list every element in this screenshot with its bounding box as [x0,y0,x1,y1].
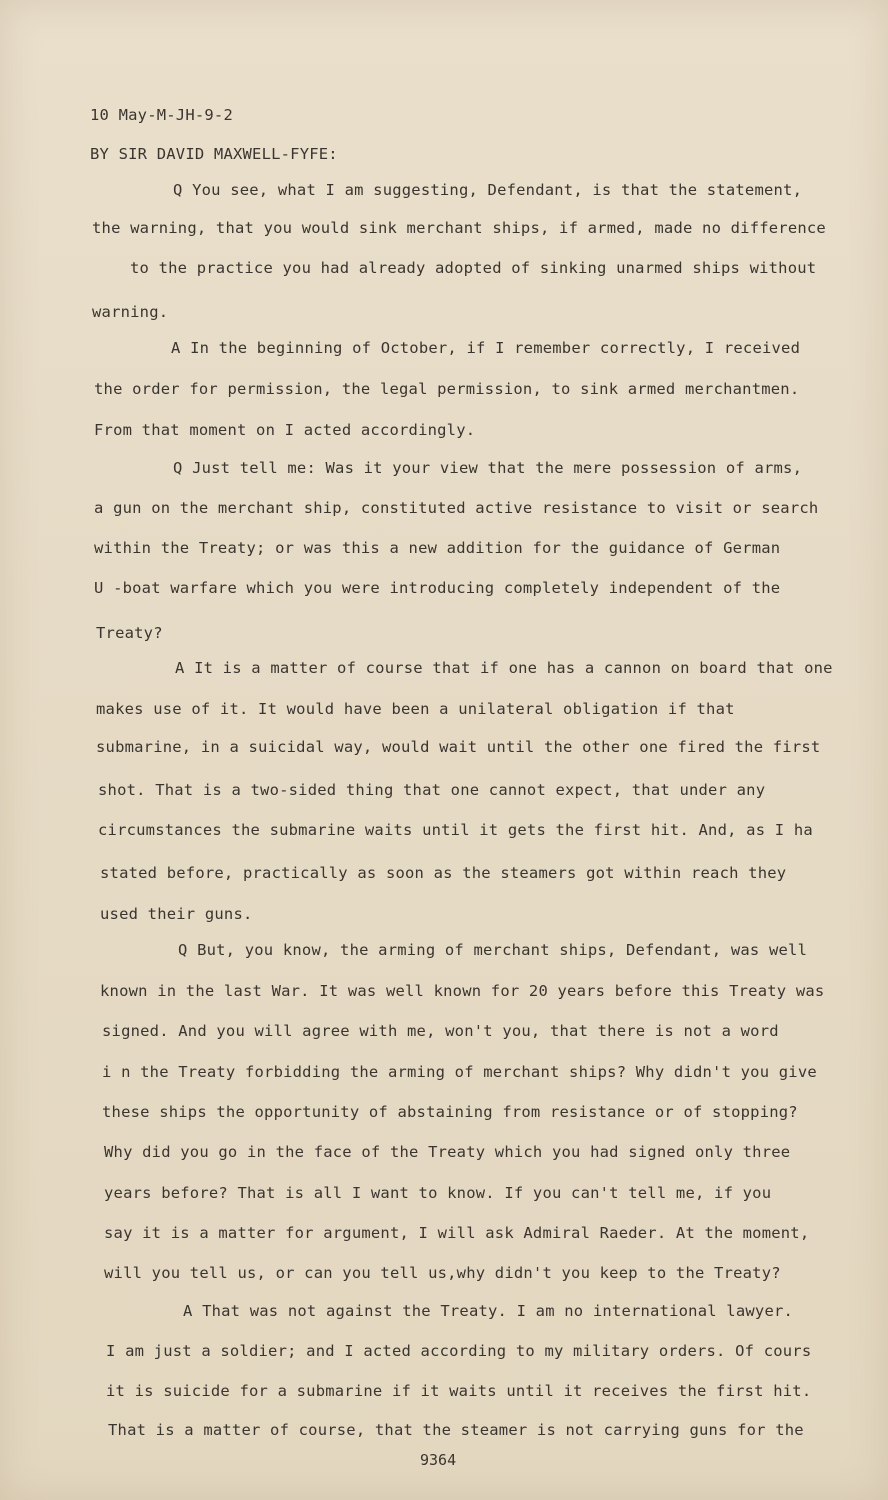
text-line: Q But, you know, the arming of merchant ships, Defendant, was well [178,941,808,959]
text-line: used their guns. [100,905,253,923]
text-line: known in the last War. It was well known for 20 years before this Treaty was [100,982,825,1000]
text-line: Treaty? [96,624,163,642]
text-line: to the practice you had already adopted of sinking unarmed ships without [130,259,817,277]
text-line: A It is a matter of course that if one has a cannon on board that one [175,659,833,677]
text-line: say it is a matter for argument, I will ask Admiral Raeder. At the moment, [104,1224,810,1242]
text-line: Q You see, what I am suggesting, Defendant, is that the statement, [173,181,803,199]
text-line: stated before, practically as soon as the steamers got within reach they [100,864,787,882]
text-line: submarine, in a suicidal way, would wait until the other one fired the first [96,738,821,756]
text-line: shot. That is a two-sided thing that one cannot expect, that under any [98,781,766,799]
document-reference: 10 May-M-JH-9-2 [90,106,233,124]
text-line: years before? That is all I want to know. If you can't tell me, if you [104,1184,772,1202]
text-line: i n the Treaty forbidding the arming of merchant ships? Why didn't you give [102,1063,817,1081]
text-line: signed. And you will agree with me, won't you, that there is not a word [102,1022,779,1040]
text-line: within the Treaty; or was this a new addition for the guidance of German [94,539,781,557]
text-line: will you tell us, or can you tell us,why didn't you keep to the Treaty? [104,1264,781,1282]
text-line: these ships the opportunity of abstaining from resistance or of stopping? [102,1103,798,1121]
examiner-heading: BY SIR DAVID MAXWELL-FYFE: [90,145,338,163]
text-line: the warning, that you would sink merchant ships, if armed, made no difference [92,219,826,237]
text-line: A In the beginning of October, if I remember correctly, I received [171,339,801,357]
text-line: warning. [92,303,169,321]
page-number: 9364 [420,1451,457,1469]
text-line: That is a matter of course, that the steamer is not carrying guns for the [108,1421,804,1439]
text-line: Why did you go in the face of the Treaty which you had signed only three [104,1143,791,1161]
text-line: it is suicide for a submarine if it waits until it receives the first hit. [106,1382,812,1400]
text-line: circumstances the submarine waits until it gets the first hit. And, as I ha [98,821,813,839]
text-line: U -boat warfare which you were introducing completely independent of the [94,579,781,597]
text-line: From that moment on I acted accordingly. [94,421,476,439]
text-line: A That was not against the Treaty. I am no international lawyer. [183,1302,794,1320]
text-line: I am just a soldier; and I acted according to my military orders. Of cours [106,1342,812,1360]
text-line: makes use of it. It would have been a unilateral obligation if that [96,700,735,718]
text-line: the order for permission, the legal permission, to sink armed merchantmen. [94,380,800,398]
text-line: Q Just tell me: Was it your view that the mere possession of arms, [173,459,803,477]
text-line: a gun on the merchant ship, constituted active resistance to visit or search [94,499,819,517]
